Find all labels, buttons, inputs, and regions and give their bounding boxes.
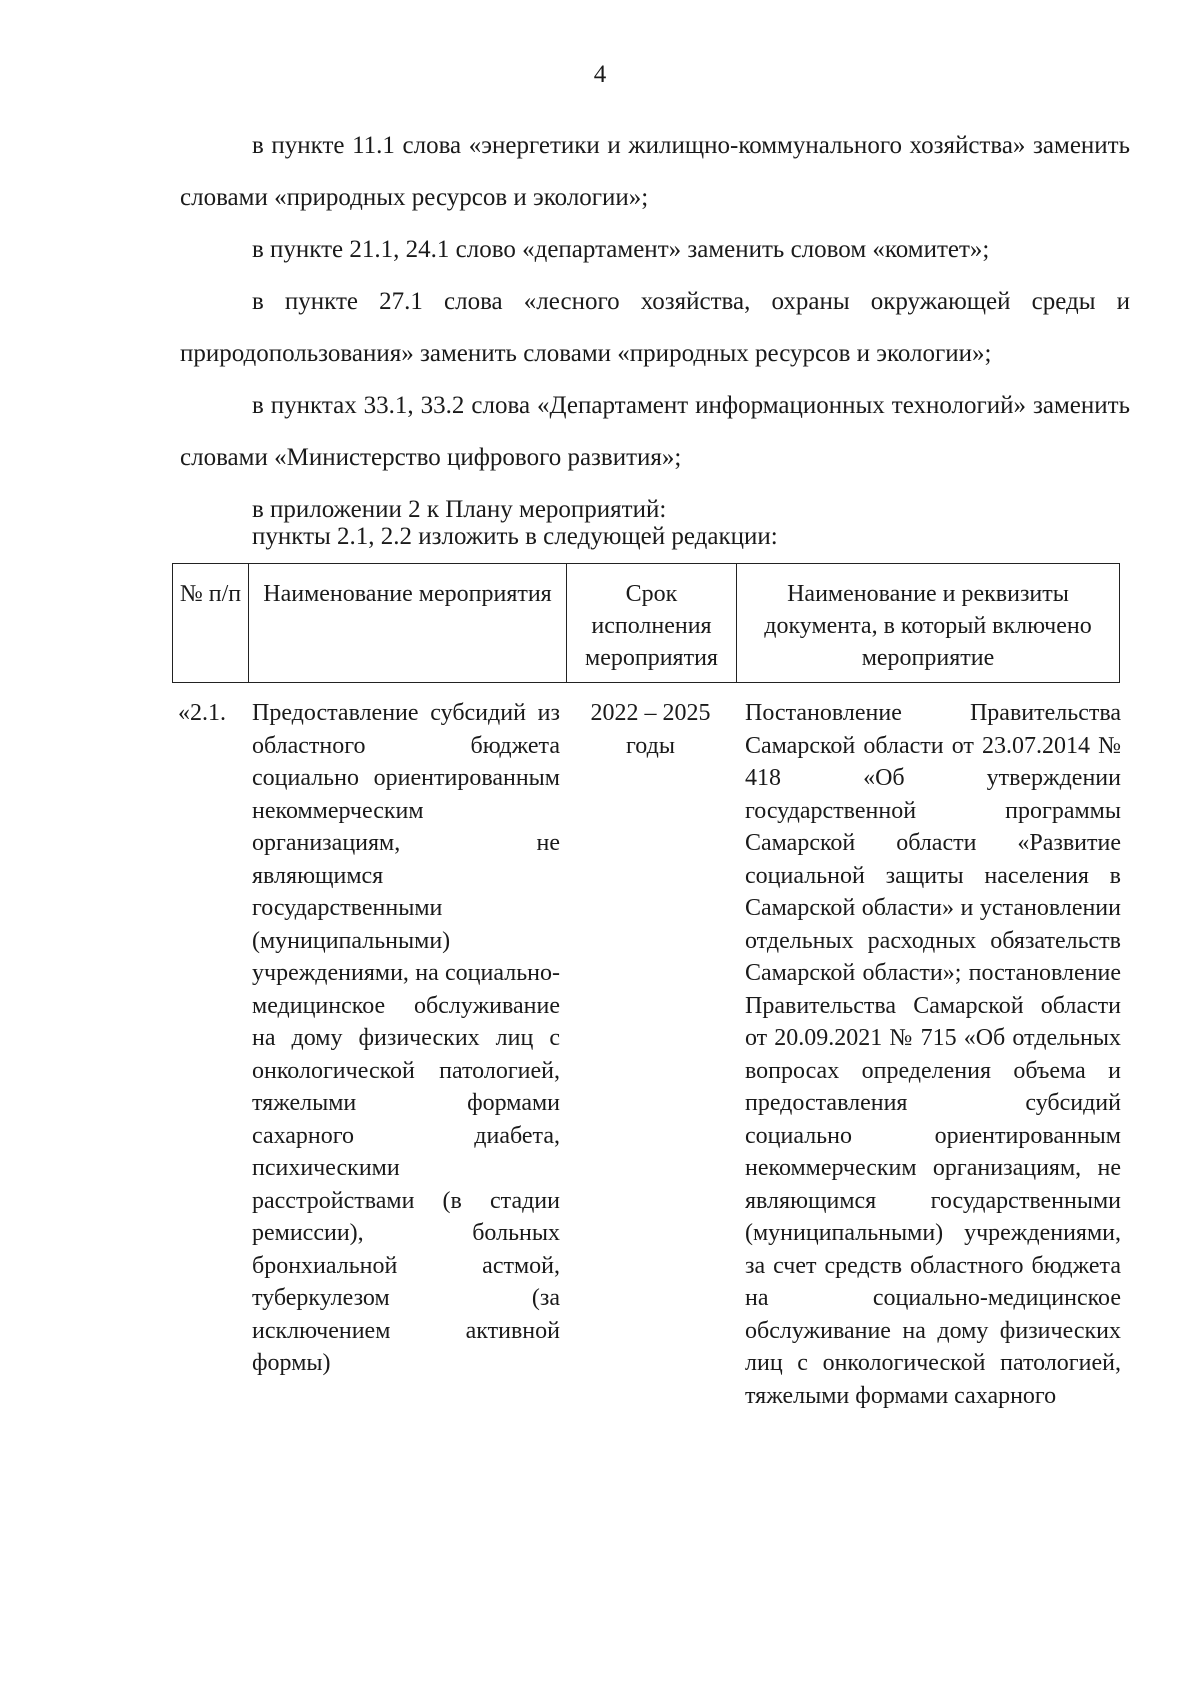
paragraph-item-21-24: в пункте 21.1, 24.1 слово «департамент» заменить словом «комитет»; [252, 236, 990, 263]
row-term: 2022 – 2025 годы [590, 700, 711, 759]
paragraph-items-2-1-2-2: пункты 2.1, 2.2 изложить в следующей редакции: [252, 523, 778, 550]
header-event-name: Наименование мероприятия [249, 564, 567, 683]
header-number: № п/п [173, 564, 249, 683]
paragraph-item-33: в пунктах 33.1, 33.2 слова «Департамент информационных технологий» заменить словами «Министерство цифрового развития»; [180, 392, 1130, 471]
table-header [172, 563, 1120, 683]
paragraph-appendix-2: в приложении 2 к Плану мероприятий: [252, 496, 667, 523]
row-event-name: Предоставление субсидий из областного бюджета социально ориентированным некоммерческим организациям, не являющимся государственными (муниципальными) учреждениями, на социально-медицинское обслуживание на дому физических лиц с онкологической патологией, тяжелыми формами сахарного диабета, психическими расстройствами (в стадии ремиссии), больных бронхиальной астмой, туберкулезом (за исключением активной формы) [252, 700, 560, 1376]
row-number: «2.1. [178, 700, 226, 726]
header-document: Наименование и реквизиты документа, в который включено мероприятие [737, 564, 1120, 683]
paragraph-item-11-1: в пункте 11.1 слова «энергетики и жилищно-коммунального хозяйства» заменить словами «природных ресурсов и экологии»; [180, 132, 1130, 211]
paragraph-item-27-1: в пункте 27.1 слова «лесного хозяйства, охраны окружающей среды и природопользования» заменить словами «природных ресурсов и экологии»; [180, 288, 1130, 367]
page-number: 4 [593, 61, 607, 88]
header-term: Срок исполнения мероприятия [567, 564, 737, 683]
row-document: Постановление Правительства Самарской области от 23.07.2014 № 418 «Об утверждении государственной программы Самарской области «Развитие социальной защиты населения в Самарской области» и установлении отдельных расходных обязательств Самарской области»; постановление Правительства Самарской области от 20.09.2021 № 715 «Об отдельных вопросах определения объема и предоставления субсидий социально ориентированным некоммерческим организациям, не являющимся государственными (муниципальными) учреждениями, за счет средств областного бюджета на социально-медицинское обслуживание на дому физических лиц с онкологической патологией, тяжелыми формами сахарного [745, 700, 1121, 1409]
